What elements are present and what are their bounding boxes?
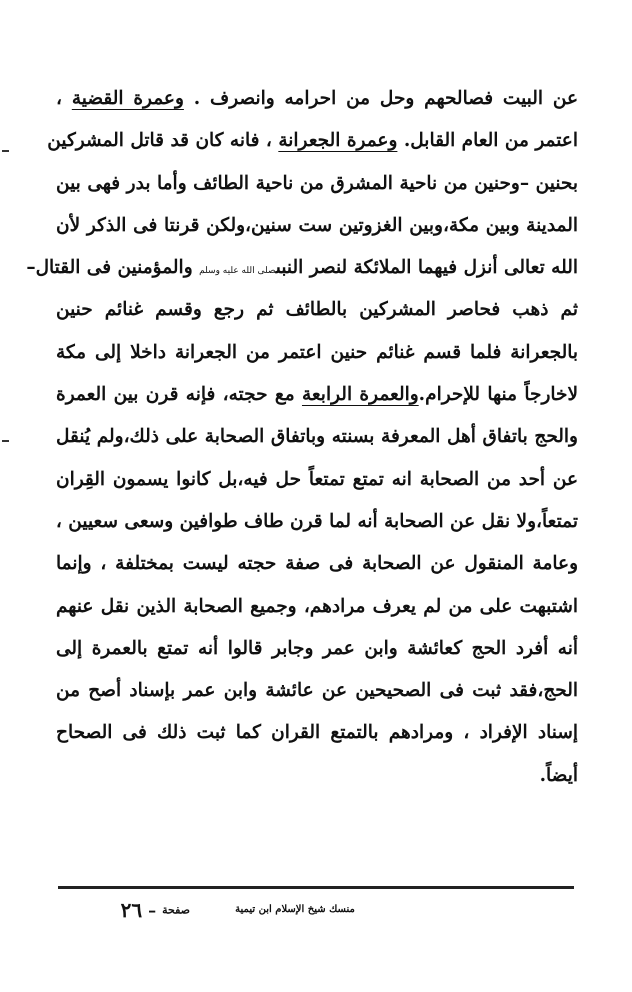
page-footer [40,898,190,928]
text-line [56,78,578,120]
salla-honorific: صلى الله عليه وسلم [199,266,276,277]
text-run: إسناد الإفراد ، ومرادهم بالتمتع القران كما ثبت ذلك فى الصحاح [56,722,578,744]
text-run: بالجعرانة فلما قسم غنائم حنين اعتمر من الجعرانة داخلا إلى مكة [56,341,578,363]
text-run: وعامة المنقول عن الصحابة فى صفة حجته ليست بمختلفة ، وإنما [56,553,578,575]
text-line [56,205,578,247]
scan-mark [2,150,9,152]
book-title: منسك شيخ الإسلام ابن تيمية [235,904,355,915]
text-run: ثم ذهب فحاصر المشركين بالطائف ثم رجع وقسم غنائم حنين [56,299,578,321]
page-number: ٢٦ [120,898,143,922]
text-run: أيضاً. [539,764,578,786]
text-run: عن أحد من الصحابة انه تمتع تمتعاً حل فيه،بل كانوا يسمون القِران [56,468,578,490]
text-run: والحج باتفاق أهل المعرفة بسنته وباتفاق الصحابة على ذلك،ولم يُنقل [56,426,578,448]
text-run: المدينة وبين مكة،وبين الغزوتين ست سنين،ولكن قرنتا فى الذكر لأن [56,214,578,236]
text-run: لاخارجاً منها للإحرام. [418,384,578,406]
text-line [56,501,578,543]
underlined-heading: وعمرة القضية [71,88,184,109]
page-label: صفحة [162,903,190,917]
page-dash: – [148,900,157,920]
text-line [56,628,578,670]
underlined-heading: وعمرة الجعرانة [278,130,398,152]
text-line [56,586,578,628]
text-run: أنه أفرد الحج كعائشة وابن عمر وجابر قالوا أنه تمتع بالعمرة إلى [56,637,578,659]
text-line [26,247,578,289]
footer-rule [58,886,574,889]
text-run: الله تعالى أنزل فيهما الملائكة لنصر النبى [275,257,578,279]
text-line [56,374,578,416]
body-text [26,78,578,797]
text-line [47,120,578,162]
text-run: الحج،فقد ثبت فى الصحيحين عن عائشة وابن عمر بإسناد أصح من [56,680,578,702]
text-line [56,712,578,754]
text-run: بحنين –وحنين من ناحية المشرق من ناحية الطائف وأما بدر فهى بين [56,172,578,194]
underlined-heading: والعمرة الرابعة [301,384,419,406]
text-run: اشتبهت على من لم يعرف مرادهم، وجميع الصحابة الذين نقل عنهم [56,595,578,617]
text-line [56,459,578,501]
text-line [56,163,578,205]
scan-mark [2,440,9,442]
text-run: ، فانه كان قد قاتل المشركين [47,130,279,152]
text-line [56,670,578,712]
text-line [56,543,578,585]
text-line [56,289,578,331]
text-line [56,755,578,797]
text-line [56,416,578,458]
text-run: اعتمر من العام القابل. [397,130,578,152]
text-run: مع حجته، فإنه قرن بين العمرة [56,384,302,406]
text-run: عن البيت فصالحهم وحل من احرامه وانصرف . [183,88,578,109]
text-run: ، [56,88,72,109]
text-run: تمتعاً،ولا نقل عن الصحابة أنه لما قرن طاف طوافين وسعى سعيين ، [55,510,578,532]
text-line [56,332,578,374]
text-run: والمؤمنين فى القتال– [26,257,200,279]
